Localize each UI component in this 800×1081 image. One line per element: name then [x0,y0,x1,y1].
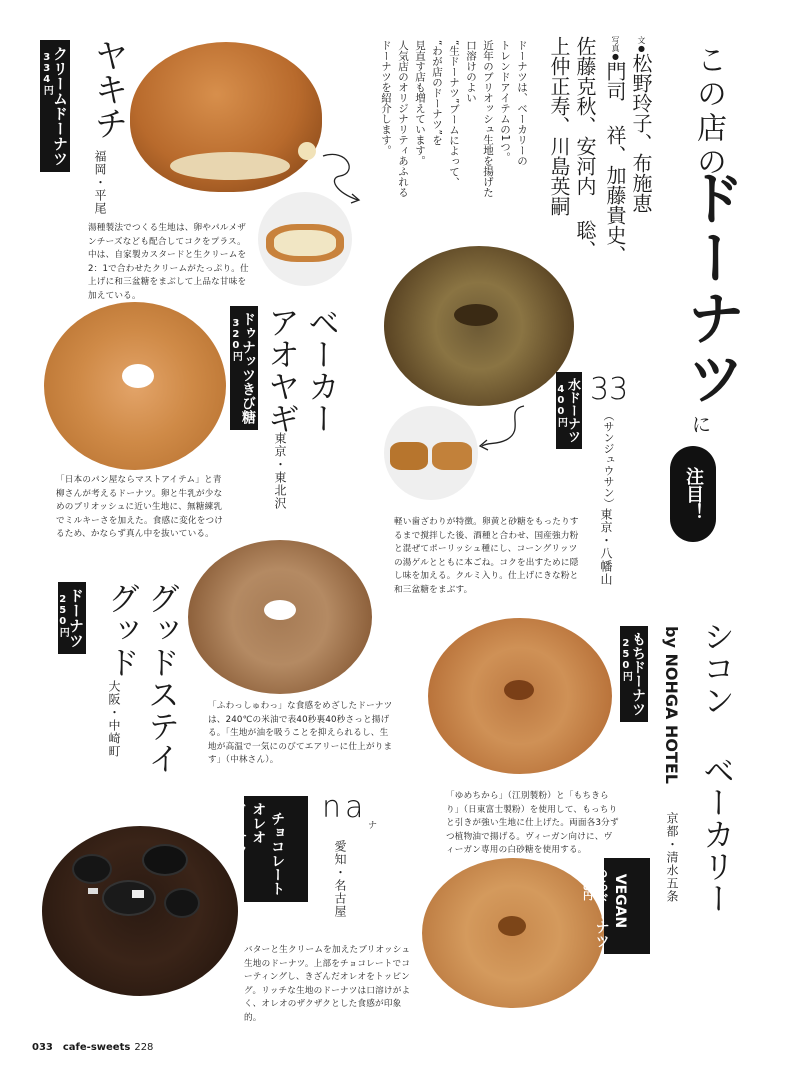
credit-photo-names-3: 上仲正寿、川島英嗣 [547,36,571,216]
credit-photo [603,36,626,265]
heading-part2: に [688,414,712,434]
product-name: チョコレート オレオ ドーナツ [231,802,286,896]
product-name: VEGAN もちドーナツ [593,864,628,948]
heading-badge [670,446,716,542]
product-tag-choco-oreo-donut [217,796,308,902]
shop-name-shikon-bakery: シコン ベーカリー [698,620,736,914]
product-name: クリームドーナツ [51,46,69,166]
page-number: 033 [32,1042,53,1053]
shop-name-yakichi: ヤキチ [88,38,128,140]
intro-line: “わが店のドーナツ”を [431,40,443,146]
shop-description: 「日本のパン屋ならマストアイテム」と青柳さんが考えるドーナツ。卵と牛乳が少なめのブリオッシュに近い生地に、無糖練乳でミルキーさを加えた。食感に変化をつけるため、かならず真ん中を抜いている。 [56,475,224,540]
intro [370,40,530,240]
credits [532,36,653,265]
shop-location: 京都・清水五条 [665,812,679,903]
product-price: 400円 [555,384,567,427]
heading-badge-text: 注目！ [683,467,704,521]
magazine-name: cafe-sweets [62,1042,131,1053]
mochi-donut-photo [428,618,612,774]
arrow-icon [474,400,534,460]
product-tag-mochi-donut [620,626,648,722]
intro-line: 近年のブリオッシュ生地を揚げた [482,40,494,198]
issue-number: 228 [134,1042,154,1053]
product-name: ドゥナッツきび糖 [240,312,256,424]
shop-name-good-stay-good: グッドステイ グッド [103,582,181,774]
credit-text [629,36,652,213]
product-name: ドーナツ [67,588,85,648]
product-tag-donut [58,582,86,654]
shop-description: 湯種製法でつくる生地は、卵やパルメザンチーズなども配合してコクをプラス。中は、自家製カスタードと生クリームを2：1で合わせたクリームがたっぷり。仕上げに和三盆糖をまぶして上品な甘味を加えている。 [88,223,249,301]
intro-line: ドーナツは、ベーカリーの [516,40,528,166]
shop-reading: ナ [368,821,378,831]
product-price: 250円 [57,594,69,637]
choco-oreo-donut-photo [42,826,238,996]
product-tag-cream-donut [40,40,70,172]
shop-description: 「ふわっしゅわっ」な食感をめざしたドーナツは、240℃の米油で表40秒裏40秒さっと揚げる。「生地が油を吸うことを抑えられるし、生地が高温で一気にのびてエアリーに仕上がります」（中林さん）。 [208,701,393,766]
page-footer [32,1042,153,1053]
product-tag-kibi-sugar [230,306,258,430]
shop-location: 大阪・中崎町 [107,680,121,758]
mizu-donut-cross-section-photo [384,406,478,500]
shop-location: 東京・東北沢 [273,432,287,510]
product-price: 250円 [580,870,592,901]
credit-text-names: 松野玲子、布施恵 [629,53,653,213]
product-price: 330円 [217,808,229,839]
shop-name-baker-aoyagi: ベーカー アオヤギ [263,306,341,434]
credit-photo-label: 写真● [611,36,620,61]
heading-part1: この店の [691,44,726,180]
intro-line: “生ドーナツ”ブームによって、 [448,40,460,188]
intro-line: 見直す店も増えています。 [414,40,426,166]
good-stay-donut-photo [188,540,372,694]
mizu-donut-photo [384,246,574,406]
credit-text-label: 文● [637,36,646,53]
kibi-sugar-donut-photo [44,302,226,470]
intro-line: トレンドアイテムの1つ。 [499,40,511,163]
cream-donut-photo [130,42,322,192]
product-name: もちドーナツ [630,632,646,716]
product-price: 250円 [620,638,632,681]
shop-location: 東京・八幡山 [599,508,613,586]
shop-name-na: na [322,790,368,825]
shop-description: 「ゆめちから」（江別製粉）と「もちきらり」（日東富士製粉）を使用して、もっちりと引きが強い生地に仕上げた。両面各3分ずつ植物油で揚げる。ヴィーガン向けに、ヴィーガン専用の白砂糖を使用する。 [446,791,619,856]
shop-location: 愛知・名古屋 [333,840,347,918]
credit-photo-names: 門司 祥、加藤貴史、 [603,61,627,265]
shop-reading: （サンジュウサン） [602,410,615,509]
product-price: 334円 [41,52,53,95]
shop-sub-name: by NOHGA HOTEL [662,626,681,784]
credit-photo-names-2: 佐藤克秋、安河内 聡、 [573,36,597,260]
product-price: 320円 [230,318,242,361]
product-name: 水ドーナツ [565,378,580,443]
intro-line: ドーナツを紹介します。 [380,40,392,156]
intro-line: 口溶けのよい [465,40,477,103]
shop-description: バターと生クリームを加えたブリオッシュ生地のドーナツ。上部をチョコレートでコーティングし、きざんだオレオをトッピング。リッチな生地のドーナツは口溶けがよく、オレオのザクザクとした食感が印象的。 [244,945,411,1023]
heading-main: ドーナツ [677,168,745,408]
shop-description: 軽い歯ざわりが特徴。卵黄と砂糖をもったりするまで撹拌した後、酒種と合わせ、国産強力粉と混ぜてポーリッシュ種にし、コーングリッツの湯ゲルとともに本ごね。コクを出すために隠し味を加える。クルミ入り。仕上げにきな粉と和三盆糖をまぶす。 [394,517,579,595]
shop-name-33: 33 [590,372,629,407]
product-tag-mizu-donut [556,372,582,449]
cream-donut-cross-section-photo [258,192,352,286]
shop-location: 福岡・平尾 [93,150,107,215]
intro-line: 人気店のオリジナリティあふれる [397,40,409,198]
product-tag-vegan-mochi-donut [580,858,650,954]
